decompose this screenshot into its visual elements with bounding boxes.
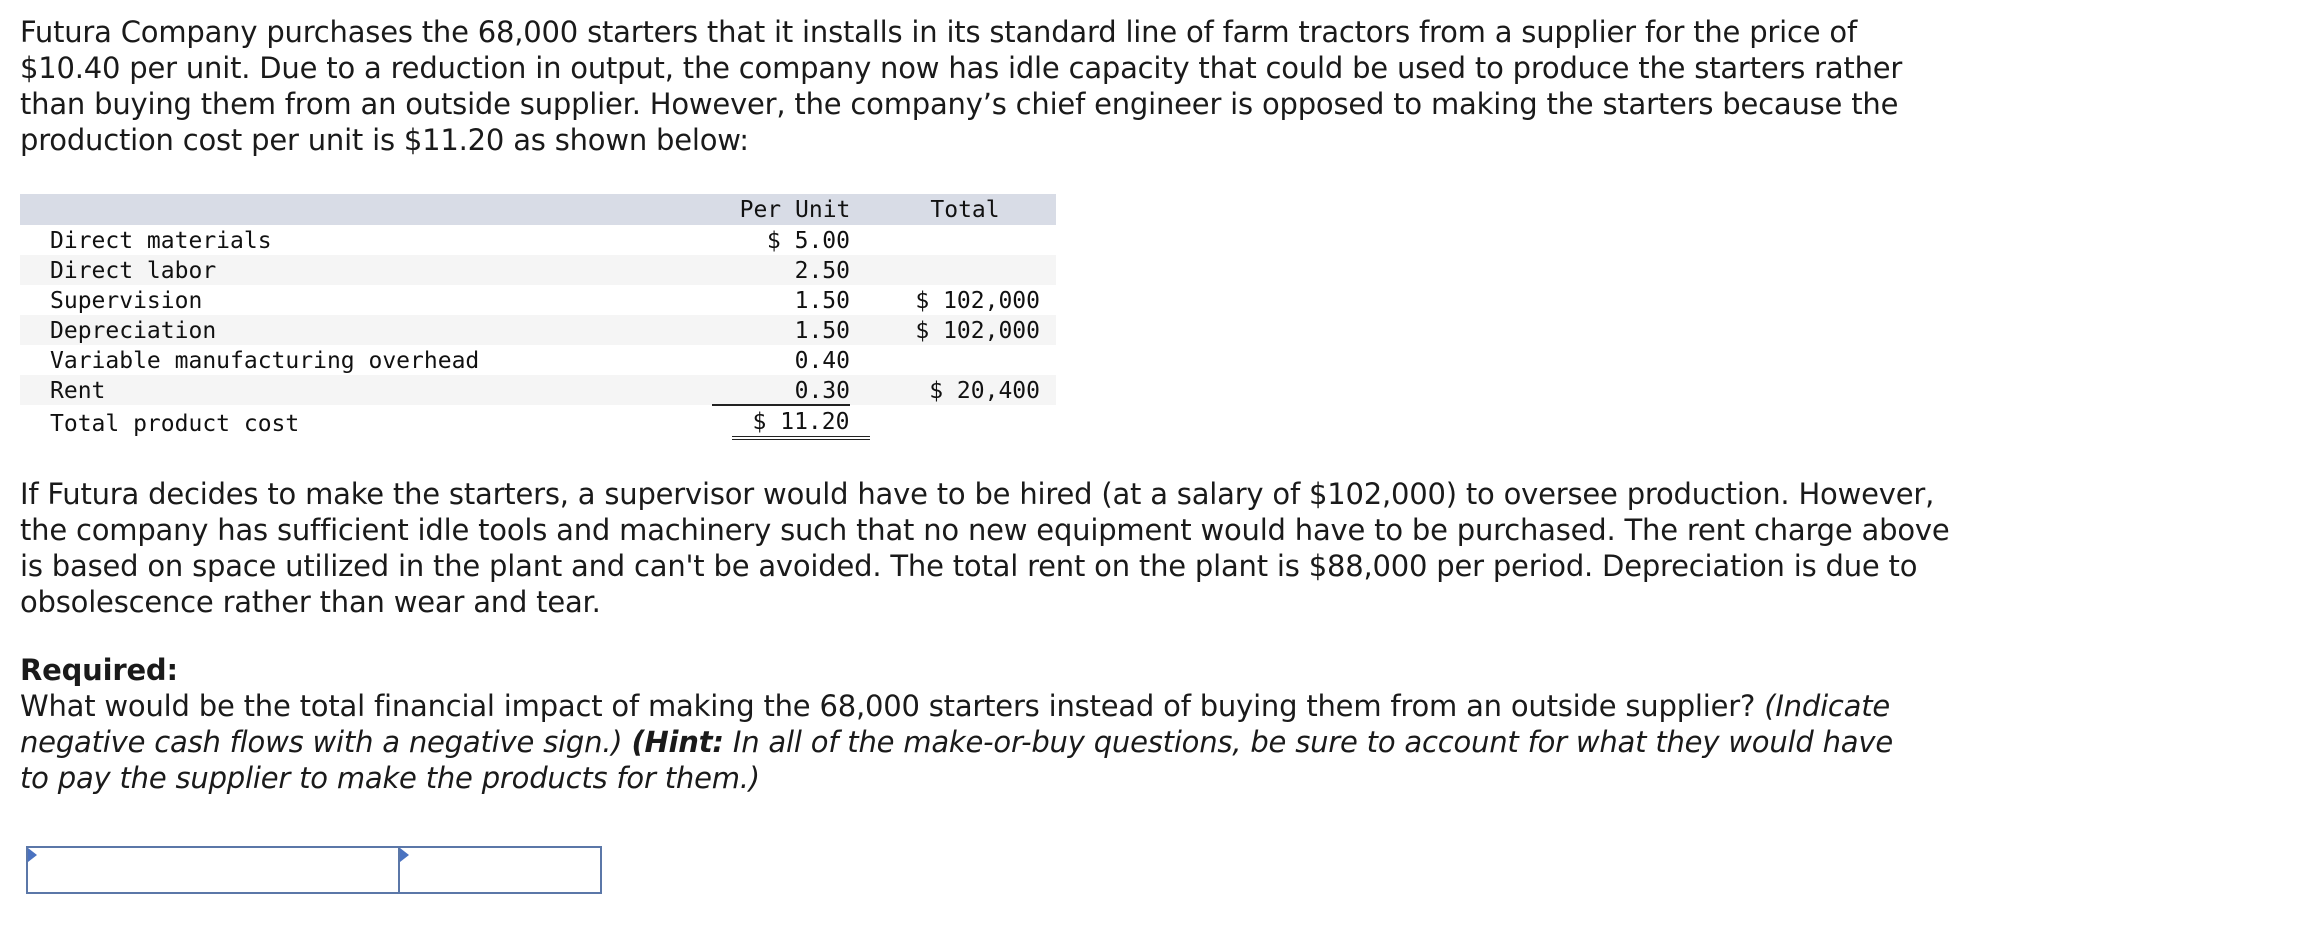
- intro-paragraph: Futura Company purchases the 68,000 starters that it installs in its standard line of farm tractors from a supplier for the price of $10.40 per unit. Due to a reduction in output, the company now has idle capacity that could be used to produce the starters rather than buying them from an outside supplier. However, the company’s chief engineer is opposed to making the starters because the production cost per unit is $11.20 as shown below:: [20, 15, 1903, 157]
- row-per-unit: 0.30: [712, 378, 850, 406]
- row-per-unit: 2.50: [794, 258, 850, 284]
- required-instruction: (Indicate negative cash flows with a negative sign.): [20, 689, 1891, 759]
- answer-label-input[interactable]: [28, 848, 398, 892]
- table-row-rent: [20, 375, 1056, 405]
- row-total: $ 102,000: [915, 318, 1040, 344]
- required-question: What would be the total financial impact of making the 68,000 starters instead of buying them from an outside supplier?: [20, 689, 1756, 723]
- followup-paragraph: If Futura decides to make the starters, a supervisor would have to be hired (at a salary of $102,000) to oversee production. However, the company has sufficient idle tools and machinery such that no new equipment would have to be purchased. The rent charge above is based on space utilized in the plant and can't be avoided. The total rent on the plant is $88,000 per period. Depreciation is due to obsolescence rather than wear and tear.: [20, 477, 1950, 619]
- table-row-total-product-cost: [20, 405, 1056, 441]
- cost-table-header: [20, 194, 1056, 225]
- table-row-direct-labor: [20, 255, 1056, 285]
- table-row-supervision: [20, 285, 1056, 315]
- total-row-per-unit: $ 11.20: [732, 409, 870, 440]
- row-total: $ 20,400: [929, 378, 1040, 404]
- row-label: Variable manufacturing overhead: [50, 348, 480, 374]
- cost-table: [20, 194, 1056, 441]
- total-row-label: Total product cost: [50, 411, 300, 437]
- required-heading: Required:: [20, 653, 178, 687]
- total-header: Total: [930, 197, 1000, 223]
- answer-label-cell[interactable]: [26, 846, 400, 894]
- row-per-unit: 0.40: [794, 348, 850, 374]
- hint-text: In all of the make-or-buy questions, be sure to account for what they would have to pay the supplier to make the products for them.): [20, 725, 1893, 795]
- answer-row: [26, 846, 604, 894]
- table-row-depreciation: [20, 315, 1056, 345]
- row-total: $ 102,000: [915, 288, 1040, 314]
- row-label: Supervision: [50, 288, 203, 314]
- row-per-unit: 1.50: [794, 288, 850, 314]
- table-row-direct-materials: [20, 225, 1056, 255]
- row-label: Rent: [50, 378, 106, 404]
- hint-label: (Hint:: [631, 725, 724, 759]
- answer-amount-input[interactable]: [400, 848, 600, 892]
- answer-amount-cell[interactable]: [398, 846, 602, 894]
- row-label: Direct labor: [50, 258, 217, 284]
- per-unit-header: Per Unit: [739, 197, 851, 223]
- row-per-unit: 1.50: [794, 318, 850, 344]
- row-per-unit: $ 5.00: [766, 228, 850, 254]
- table-row-variable-overhead: [20, 345, 1056, 375]
- row-label: Direct materials: [50, 228, 272, 254]
- required-section: [20, 652, 1920, 796]
- row-label: Depreciation: [50, 318, 217, 344]
